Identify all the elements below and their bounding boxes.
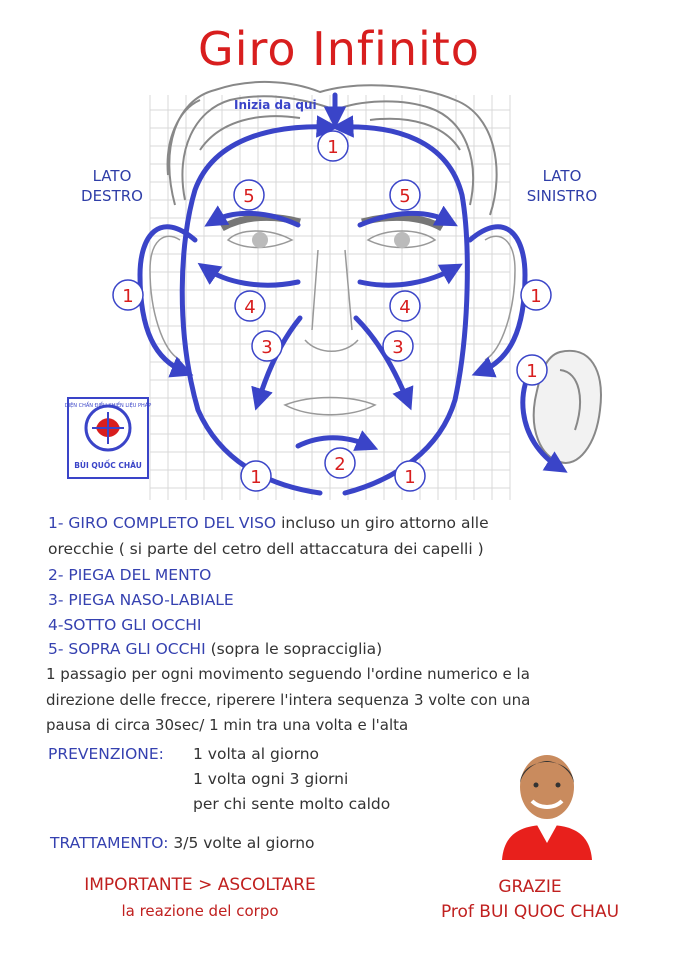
svg-text:5: 5 <box>243 186 255 207</box>
svg-text:1: 1 <box>526 361 538 382</box>
svg-text:4: 4 <box>244 297 256 318</box>
instruction-line-2: direzione delle frecce, riperere l'intera sequenza 3 volte con una <box>46 691 531 709</box>
marker-1-bottom-left <box>241 461 271 491</box>
page-title: Giro Infinito <box>198 22 480 76</box>
instruction-line-3: pausa di circa 30sec/ 1 min tra una volta e l'alta <box>46 716 409 734</box>
instruction-line-1: 1 passagio per ogni movimento seguendo l'ordine numerico e la <box>46 665 530 683</box>
marker-5-right <box>390 180 420 210</box>
start-label: Inizia da qui <box>234 98 317 112</box>
svg-text:2: 2 <box>334 454 346 475</box>
important-line-1: IMPORTANTE > ASCOLTARE <box>84 875 316 895</box>
logo-name-text: BÙI QUỐC CHÂU <box>74 461 142 470</box>
step-4: 4-SOTTO GLI OCCHI <box>48 616 202 634</box>
logo-top-text: DIỆN CHẨN ĐIỀU KHIỂN LIỆU PHÁP <box>64 403 152 409</box>
step-1: 1- GIRO COMPLETO DEL VISO incluso un giro attorno alle <box>48 514 489 532</box>
svg-text:1: 1 <box>122 286 134 307</box>
svg-text:4: 4 <box>399 297 411 318</box>
svg-text:1: 1 <box>404 467 416 488</box>
step-3: 3- PIEGA NASO-LABIALE <box>48 591 234 609</box>
marker-3-left <box>252 331 282 361</box>
svg-text:1: 1 <box>250 467 262 488</box>
marker-4-right <box>390 291 420 321</box>
svg-text:1: 1 <box>530 286 542 307</box>
marker-2-chin <box>325 448 355 478</box>
important-line-2: la reazione del corpo <box>121 902 279 920</box>
school-logo <box>65 398 151 478</box>
professor-photo <box>492 745 602 860</box>
prevention-line-3: per chi sente molto caldo <box>193 795 391 813</box>
marker-1-left-ear <box>113 280 143 310</box>
step-1-continued: orecchie ( si parte del cetro dell attaccatura dei capelli ) <box>48 540 484 558</box>
marker-1-bottom-right <box>395 461 425 491</box>
prevention-line-1: 1 volta al giorno <box>193 745 320 763</box>
marker-4-left <box>235 291 265 321</box>
marker-1-side-ear <box>517 355 547 385</box>
thanks-line-1: GRAZIE <box>498 877 562 897</box>
svg-text:3: 3 <box>261 337 273 358</box>
marker-3-right <box>383 331 413 361</box>
thanks-line-2: Prof BUI QUOC CHAU <box>440 902 620 922</box>
marker-1-top <box>318 131 348 161</box>
prevention-label: PREVENZIONE: <box>48 745 164 763</box>
svg-text:5: 5 <box>399 186 411 207</box>
right-side-label: LATO SINISTRO <box>526 167 598 205</box>
massage-paths <box>140 95 560 493</box>
svg-text:3: 3 <box>392 337 404 358</box>
svg-text:1: 1 <box>327 137 339 158</box>
step-5: 5- SOPRA GLI OCCHI (sopra le sopracciglia) <box>48 640 383 658</box>
marker-1-right-ear <box>521 280 551 310</box>
left-side-label: LATO DESTRO <box>81 167 143 205</box>
prevention-line-2: 1 volta ogni 3 giorni <box>193 770 349 788</box>
step-2: 2- PIEGA DEL MENTO <box>48 566 212 584</box>
marker-5-left <box>234 180 264 210</box>
treatment: TRATTAMENTO: 3/5 volte al giorno <box>50 834 315 852</box>
